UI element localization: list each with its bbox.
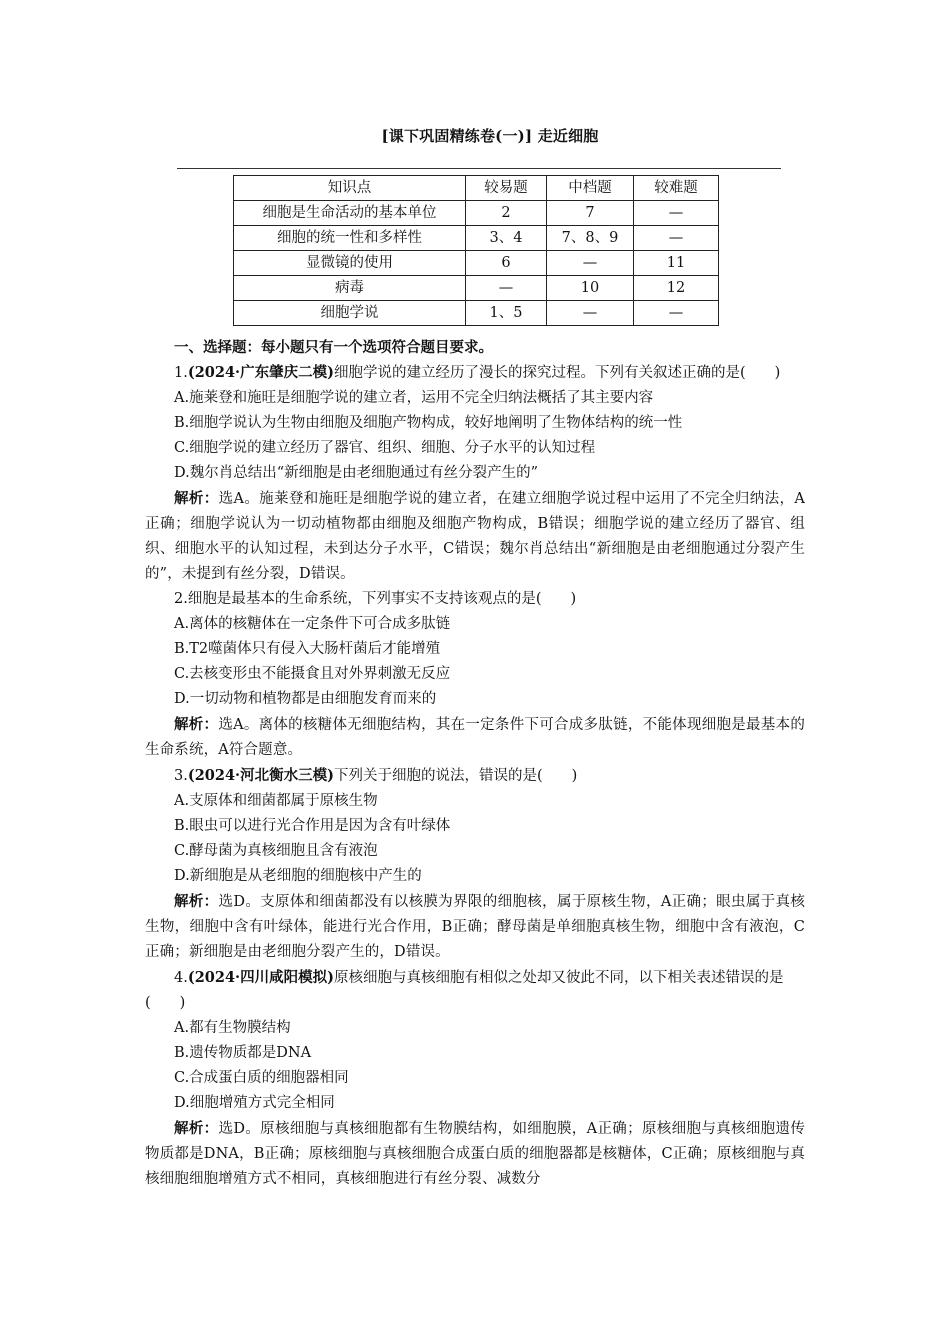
option-c: C.合成蛋白质的细胞器相同 <box>174 1070 349 1086</box>
table-cell: 显微镜的使用 <box>234 251 466 276</box>
option-d: D.一切动物和植物都是由细胞发育而来的 <box>174 691 437 707</box>
option-c: C.酵母菌为真核细胞且含有液泡 <box>174 843 378 859</box>
option-a: A.离体的核糖体在一定条件下可合成多肽链 <box>174 616 451 632</box>
document-page <box>145 125 806 1187</box>
question-source: (2024·河北衡水三模) <box>187 767 334 784</box>
analysis-label: 解析： <box>174 716 219 733</box>
table-header-cell: 知识点 <box>234 176 466 201</box>
question-source: (2024·四川咸阳模拟) <box>187 969 334 986</box>
question-stem <box>145 763 805 789</box>
table-cell: 病毒 <box>234 276 466 301</box>
analysis <box>145 486 805 587</box>
table-cell: 6 <box>466 251 547 276</box>
page-title: [课下巩固精练卷(一)] 走近细胞 <box>381 127 599 145</box>
option-a: A.施莱登和施旺是细胞学说的建立者，运用不完全归纳法概括了其主要内容 <box>174 390 654 406</box>
table-cell: 10 <box>547 276 634 301</box>
option-d: D.细胞增殖方式完全相同 <box>174 1095 335 1111</box>
option-b: B.眼虫可以进行光合作用是因为含有叶绿体 <box>174 818 451 834</box>
table-cell: — <box>466 276 547 301</box>
option-c: C.细胞学说的建立经历了器官、组织、细胞、分子水平的认知过程 <box>174 440 596 456</box>
table-row <box>234 276 719 301</box>
question-text: 原核细胞与真核细胞有相似之处却又彼此不同，以下相关表述错误的是( ) <box>145 970 784 1011</box>
table-cell: — <box>634 301 719 326</box>
analysis-text: 选D。支原体和细菌都没有以核膜为界限的细胞核，属于原核生物，A正确；眼虫属于真核生物，细胞中含有叶绿体，能进行光合作用，B正确；酵母菌是单细胞真核生物，细胞中含有液泡，C正确；新细胞是由老细胞分裂产生的，D错误。 <box>145 894 806 960</box>
table-header-row <box>234 176 719 201</box>
header-rule <box>177 168 781 169</box>
analysis-text: 选A。施莱登和施旺是细胞学说的建立者，在建立细胞学说过程中运用了不完全归纳法，A正确；细胞学说认为一切动植物都由细胞及细胞产物构成，B错误；细胞学说的建立经历了器官、组织、细胞水平的认知过程，未到达分子水平，C错误；魏尔肖总结出“新细胞是由老细胞通过分裂产生的”，未提到有丝分裂，D错误。 <box>145 491 805 582</box>
question-number: 4. <box>174 970 188 986</box>
table-cell: 细胞是生命活动的基本单位 <box>234 201 466 226</box>
questions-body <box>145 335 805 1192</box>
question-number: 2. <box>174 591 188 607</box>
knowledge-table <box>233 175 719 326</box>
question-stem <box>145 965 805 1016</box>
option-b: B.T2噬菌体只有侵入大肠杆菌后才能增殖 <box>174 641 441 657</box>
analysis-label: 解析： <box>174 1120 219 1137</box>
section-heading: 一、选择题：每小题只有一个选项符合题目要求。 <box>174 339 493 356</box>
table-cell: 细胞的统一性和多样性 <box>234 226 466 251</box>
table-header-cell: 较难题 <box>634 176 719 201</box>
question-text: 细胞学说的建立经历了漫长的探究过程。下列有关叙述正确的是( ) <box>333 365 781 381</box>
analysis-text: 选A。离体的核糖体无细胞结构，其在一定条件下可合成多肽链，不能体现细胞是最基本的生命系统，A符合题意。 <box>145 717 805 758</box>
table-cell: 7 <box>547 201 634 226</box>
analysis <box>145 889 805 965</box>
analysis-label: 解析： <box>174 893 219 910</box>
question-number: 1. <box>174 365 188 381</box>
option-a: A.支原体和细菌都属于原核生物 <box>174 793 378 809</box>
table-cell: — <box>547 251 634 276</box>
analysis <box>145 1116 805 1192</box>
table-cell: — <box>547 301 634 326</box>
analysis-text: 选D。原核细胞与真核细胞都有生物膜结构，如细胞膜，A正确；原核细胞与真核细胞遗传物质都是DNA，B正确；原核细胞与真核细胞合成蛋白质的细胞器都是核糖体，C正确；原核细胞与真核细胞细胞增殖方式不相同，真核细胞进行有丝分裂、减数分 <box>145 1121 806 1187</box>
table-header-cell: 较易题 <box>466 176 547 201</box>
question-stem <box>145 587 805 612</box>
question-text: 下列关于细胞的说法，错误的是( ) <box>333 768 578 784</box>
question-source: (2024·广东肇庆二模) <box>187 364 334 381</box>
table-cell: 1、5 <box>466 301 547 326</box>
question-number: 3. <box>174 768 188 784</box>
analysis-label: 解析： <box>174 490 219 507</box>
analysis <box>145 712 805 763</box>
table-header-cell: 中档题 <box>547 176 634 201</box>
table-cell: 2 <box>466 201 547 226</box>
table-cell: 3、4 <box>466 226 547 251</box>
option-d: D.新细胞是从老细胞的细胞核中产生的 <box>174 868 422 884</box>
table-cell: 11 <box>634 251 719 276</box>
table-row <box>234 251 719 276</box>
option-b: B.遗传物质都是DNA <box>174 1045 312 1061</box>
table-cell: 7、8、9 <box>547 226 634 251</box>
table-cell: 12 <box>634 276 719 301</box>
option-a: A.都有生物膜结构 <box>174 1020 291 1036</box>
option-d: D.魏尔肖总结出“新细胞是由老细胞通过有丝分裂产生的” <box>174 465 539 481</box>
question-stem <box>145 360 805 386</box>
option-c: C.去核变形虫不能摄食且对外界刺激无反应 <box>174 666 451 682</box>
table-row <box>234 301 719 326</box>
table-cell: — <box>634 201 719 226</box>
table-row <box>234 226 719 251</box>
option-b: B.细胞学说认为生物由细胞及细胞产物构成，较好地阐明了生物体结构的统一性 <box>174 415 683 431</box>
table-cell: 细胞学说 <box>234 301 466 326</box>
table-cell: — <box>634 226 719 251</box>
question-text: 细胞是最基本的生命系统，下列事实不支持该观点的是( ) <box>187 591 577 607</box>
table-row <box>234 201 719 226</box>
